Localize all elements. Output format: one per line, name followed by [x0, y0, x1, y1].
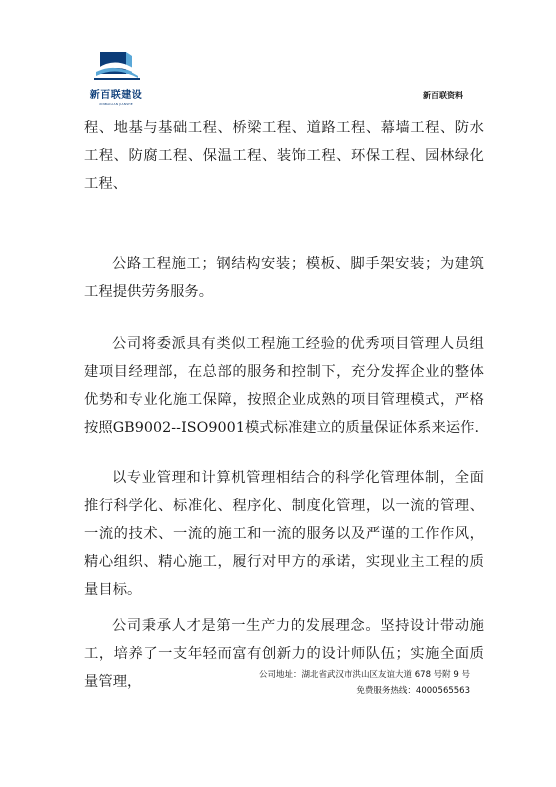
logo-mark-icon: [86, 50, 146, 84]
paragraph-2: 公路工程施工；钢结构安装；模板、脚手架安装；为建筑工程提供劳务服务。: [84, 256, 484, 300]
footer-address: 公司地址：湖北省武汉市洪山区友谊大道 678 号附 9 号: [259, 670, 470, 680]
paragraph-1: 程、地基与基础工程、桥梁工程、道路工程、幕墙工程、防水工程、防腐工程、保温工程、装饰工程、环保工程、园林绿化工程、: [84, 120, 484, 192]
header-label: 新百联资料: [423, 91, 463, 100]
paragraph-4: 以专业管理和计算机管理相结合的科学化管理体制，全面推行科学化、标准化、程序化、制度化管理，以一流的管理、一流的技术、一流的施工和一流的服务以及严谨的工作作风，精心组织、精心施工，履行对甲方的承诺，实现业主工程的质量目标。: [84, 470, 484, 598]
paragraph-5: 公司秉承人才是第一生产力的发展理念。坚持设计带动施工，培养了一支年轻而富有创新力的设计师队伍；实施全面质量管理，: [84, 618, 484, 690]
logo-subtitle: XINBAILIAN JIANSHE: [99, 102, 133, 106]
logo-name: 新百联建设: [89, 90, 143, 101]
paragraph-3: 公司将委派具有类似工程施工经验的优秀项目管理人员组建项目经理部，在总部的服务和控制下，充分发挥企业的整体优势和专业化施工保障，按照企业成熟的项目管理模式，严格按照GB9002--ISO9001模式标准建立的质量保证体系来运作.: [84, 336, 484, 436]
footer-hotline: 免费服务热线：4000565563: [356, 686, 470, 696]
company-logo: [86, 50, 146, 106]
